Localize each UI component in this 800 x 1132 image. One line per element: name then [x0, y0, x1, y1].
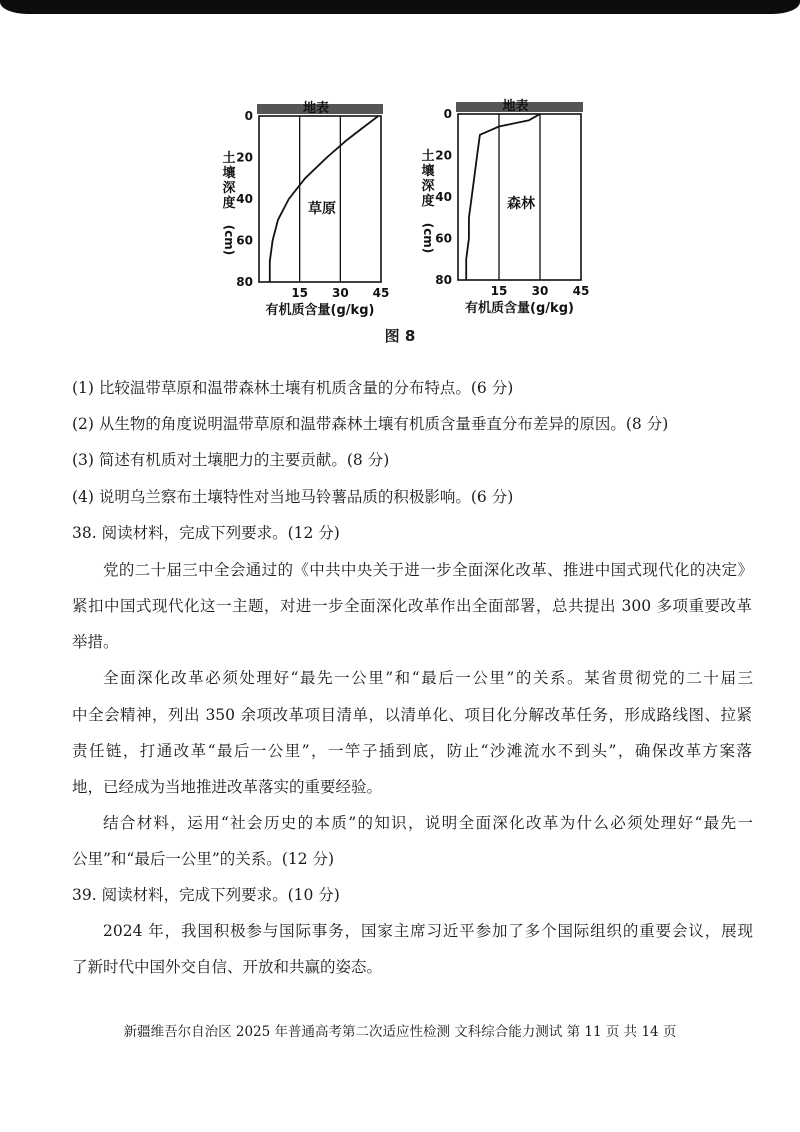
- question-39-heading: 39. 阅读材料，完成下列要求。(10 分): [72, 886, 340, 904]
- question-4: (4) 说明乌兰察布土壤特性对当地马铃薯品质的积极影响。(6 分): [72, 488, 514, 506]
- q38-material-2-line-1: 全面深化改革必须处理好“最先一公里”和“最后一公里”的关系。某省贯彻党的二十届三: [103, 669, 753, 687]
- grass-y-axis-unit: (cm): [222, 224, 236, 256]
- forest-x-tick-45: 45: [572, 284, 590, 298]
- grass-plot-frame: [259, 116, 381, 282]
- grass-x-tick-45: 45: [372, 286, 390, 300]
- grass-y-axis-label-char-2: 深: [222, 181, 236, 196]
- question-3: (3) 简述有机质对土壤肥力的主要贡献。(8 分): [72, 451, 390, 469]
- forest-series-label: 森林: [507, 196, 535, 212]
- forest-y-tick-20: 20: [435, 148, 452, 163]
- forest-x-axis-label: 有机质含量(g/kg): [465, 301, 574, 316]
- grass-x-axis-label: 有机质含量(g/kg): [265, 303, 375, 318]
- grass-y-tick-0: 0: [244, 109, 253, 123]
- forest-y-axis-label-char-1: 壤: [421, 164, 435, 179]
- q38-task-line-1: 结合材料，运用“社会历史的本质”的知识，说明全面深化改革为什么必须处理好“最先一: [103, 814, 753, 832]
- grass-y-tick-60: 60: [236, 233, 253, 248]
- question-1: (1) 比较温带草原和温带森林土壤有机质含量的分布特点。(6 分): [72, 379, 514, 397]
- grass-y-tick-80: 80: [236, 275, 253, 289]
- figure-caption: 图 8: [384, 327, 416, 345]
- q38-material-2-line-4: 地，已经成为当地推进改革落实的重要经验。: [72, 778, 383, 796]
- forest-y-tick-60: 60: [435, 231, 452, 246]
- forest-y-tick-40: 40: [435, 190, 452, 204]
- forest-y-axis-label-char-0: 土: [421, 149, 435, 164]
- grass-y-axis-label-char-3: 度: [222, 196, 236, 211]
- question-38-heading: 38. 阅读材料，完成下列要求。(12 分): [72, 524, 340, 542]
- grass-y-axis-label-char-1: 壤: [222, 166, 236, 181]
- grass-surface-label: 地表: [302, 101, 330, 116]
- grassland-chart: [222, 100, 389, 318]
- grass-y-tick-40: 40: [236, 192, 253, 206]
- grass-series-label: 草原: [308, 201, 336, 217]
- q39-material-line-2: 了新时代中国外交自信、开放和共赢的姿态。: [72, 958, 383, 976]
- q38-task-line-2: 公里”和“最后一公里”的关系。(12 分): [72, 850, 335, 868]
- grass-x-tick-30: 30: [331, 286, 349, 300]
- forest-x-tick-30: 30: [531, 284, 549, 298]
- forest-y-axis-label-char-3: 度: [421, 194, 435, 209]
- grass-y-axis-label-char-0: 土: [222, 151, 236, 166]
- forest-y-axis-unit: (cm): [421, 222, 435, 254]
- forest-y-tick-0: 0: [443, 107, 452, 121]
- q38-material-1-line-3: 举措。: [72, 633, 119, 651]
- grass-y-tick-20: 20: [236, 150, 253, 165]
- grass-series-line: [270, 116, 379, 282]
- q38-material-1-line-1: 党的二十届三中全会通过的《中共中央关于进一步全面深化改革、推进中国式现代化的决定》: [103, 561, 753, 579]
- question-2: (2) 从生物的角度说明温带草原和温带森林土壤有机质含量垂直分布差异的原因。(8 分): [72, 415, 669, 433]
- forest-x-tick-15: 15: [490, 284, 508, 298]
- q38-material-1-line-2: 紧扣中国式现代化这一主题，对进一步全面深化改革作出全面部署，总共提出 300 多项重要改革: [72, 597, 752, 615]
- forest-chart: [421, 98, 589, 316]
- figure-8: [0, 0, 800, 330]
- grass-x-tick-15: 15: [291, 286, 309, 300]
- page-footer: 新疆维吾尔自治区 2025 年普通高考第二次适应性检测 文科综合能力测试 第 11 页 共 14 页: [123, 1024, 677, 1040]
- forest-y-axis-label-char-2: 深: [421, 179, 435, 194]
- q38-material-2-line-2: 中全会精神，列出 350 余项改革项目清单，以清单化、项目化分解改革任务，形成路线图、拉紧: [72, 706, 752, 724]
- q39-material-line-1: 2024 年，我国积极参与国际事务，国家主席习近平参加了多个国际组织的重要会议，展现: [103, 922, 753, 940]
- forest-surface-label: 地表: [502, 99, 529, 114]
- q38-material-2-line-3: 责任链，打通改革“最后一公里”，一竿子插到底，防止“沙滩流水不到头”，确保改革方案落: [72, 742, 752, 760]
- forest-y-tick-80: 80: [435, 273, 452, 287]
